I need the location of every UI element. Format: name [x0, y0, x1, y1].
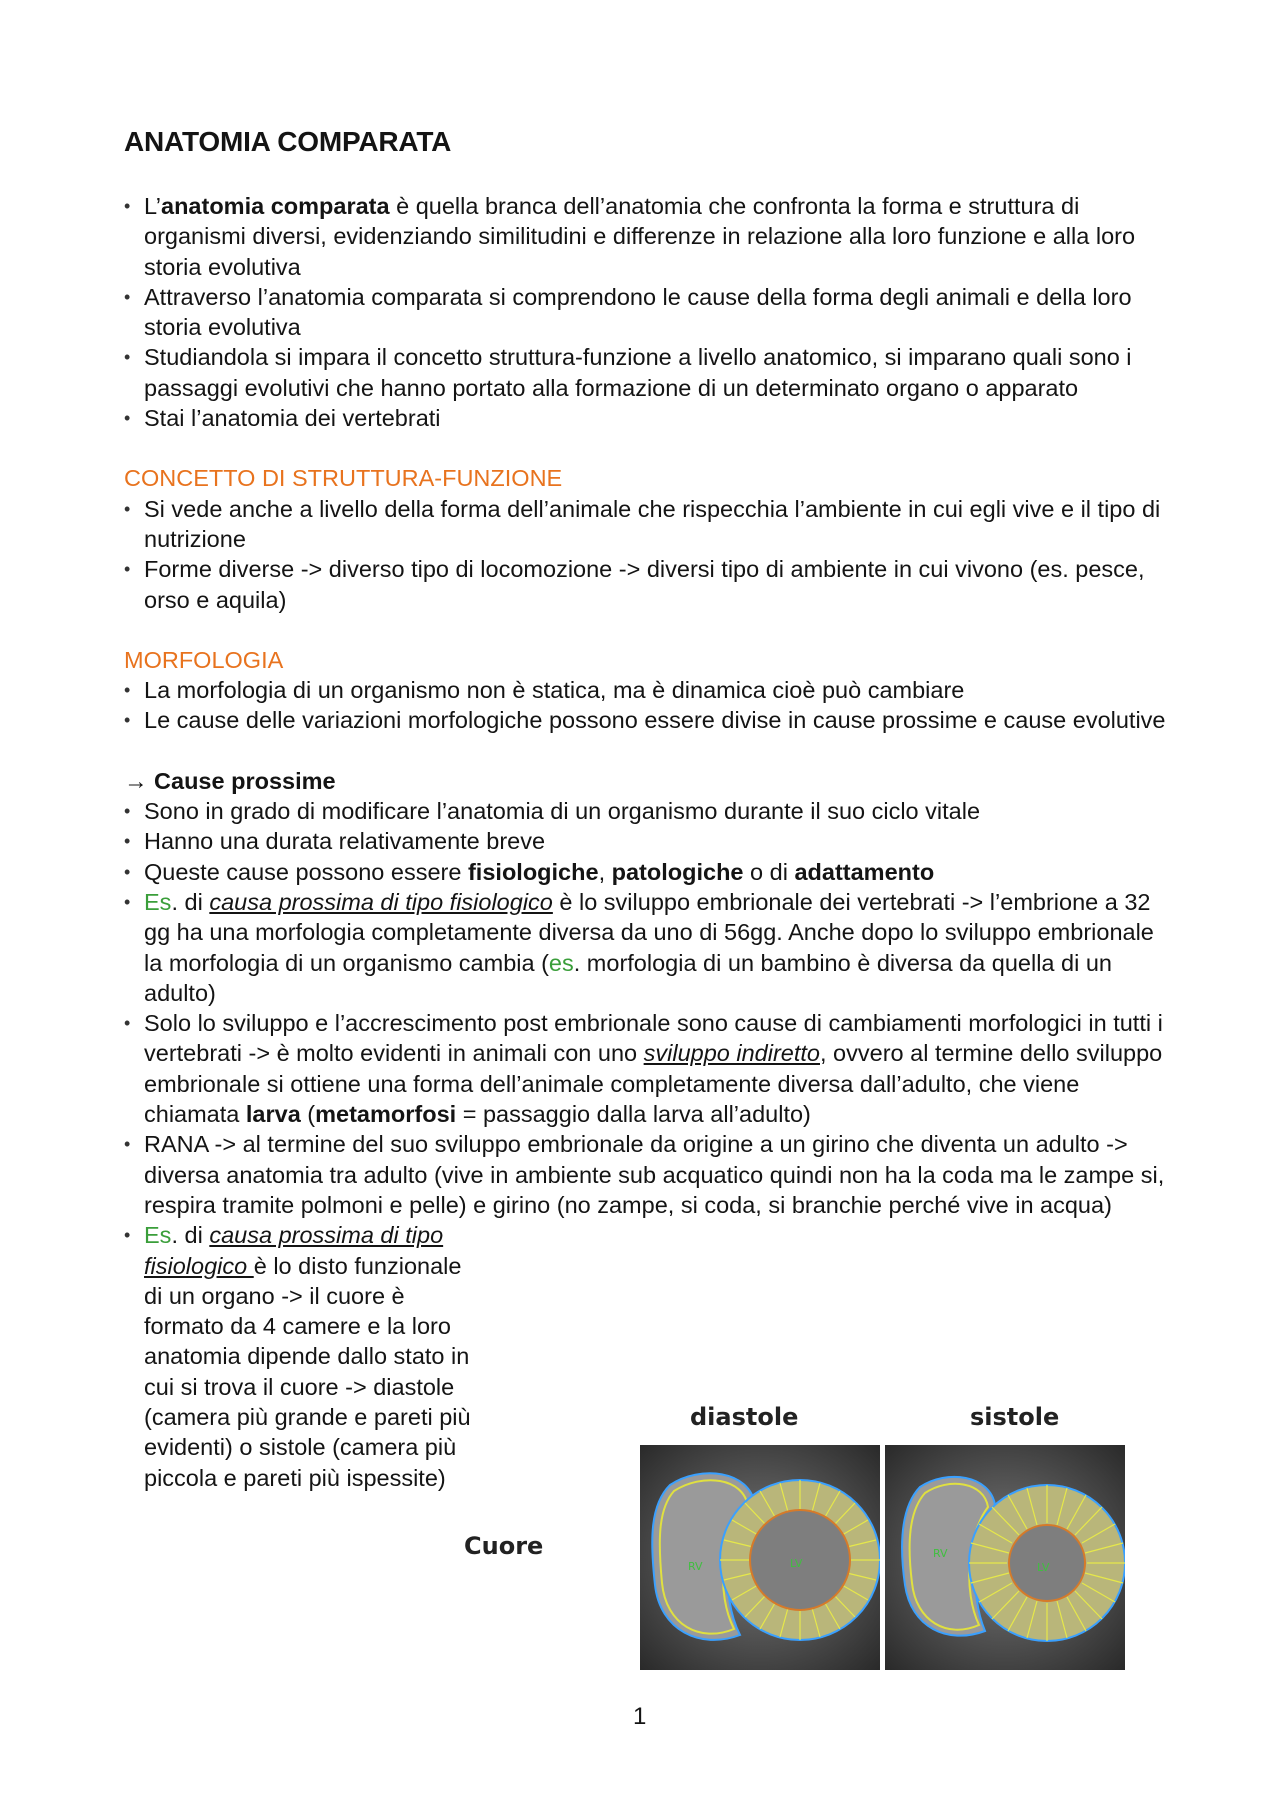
- list-item: • Es. di causa prossima di tipo fisiologico è lo disto funzionale di un organo -> il cuore è formato da 4 camere e la loro anatomia dipende dallo stato in cui si trova il cuore -> diastole (camera più grande e pareti più evidenti) o sistole (camera più piccola e pareti più ispessite): [124, 1220, 484, 1493]
- list-item: • Studiandola si impara il concetto struttura-funzione a livello anatomico, si imparano quali sono i passaggi evolutivi che hanno portato alla formazione di un determinato organo o apparato: [124, 342, 1174, 403]
- figure-label-diastole: diastole: [690, 1403, 799, 1431]
- mri-diastole-svg: [640, 1445, 880, 1670]
- mri-sistole-svg: [885, 1445, 1125, 1670]
- rv-label: RV: [933, 1547, 948, 1560]
- figure-label-cuore: Cuore: [464, 1532, 544, 1560]
- lv-label: LV: [790, 1557, 803, 1570]
- list-item: • RANA -> al termine del suo sviluppo embrionale da origine a un girino che diventa un adulto -> diversa anatomia tra adulto (vive in ambiente sub acquatico quindi non ha la coda ma le zampe si, respira tramite polmoni e pelle) e girino (no zampe, si coda, si branchie perché vive in acqua): [124, 1129, 1174, 1220]
- subsection-heading: → Cause prossime: [124, 767, 336, 794]
- list-item: • Solo lo sviluppo e l’accrescimento post embrionale sono cause di cambiamenti morfologici in tutti i vertebrati -> è molto evidenti in animali con uno sviluppo indiretto, ovvero al termine dello sviluppo embrionale si ottiene una forma dell’animale completamente diversa dall’adulto, che viene chiamata larva (metamorfosi = passaggio dalla larva all’adulto): [124, 1008, 1174, 1129]
- list-item: • Le cause delle variazioni morfologiche possono essere divise in cause prossime e cause evolutive: [124, 705, 1174, 735]
- section-cause-prossime: [124, 766, 1174, 1493]
- section-heading: MORFOLOGIA: [124, 646, 284, 673]
- heart-figure: [464, 1395, 1180, 1695]
- lv-label: LV: [1037, 1561, 1050, 1574]
- list-item: • Queste cause possono essere fisiologiche, patologiche o di adattamento: [124, 857, 1174, 887]
- list-item: • Si vede anche a livello della forma dell’animale che rispecchia l’ambiente in cui egli vive e il tipo di nutrizione: [124, 494, 1174, 555]
- list-item: • Es. di causa prossima di tipo fisiologico è lo sviluppo embrionale dei vertebrati -> l’embrione a 32 gg ha una morfologia completamente diversa da uno di 56gg. Anche dopo lo sviluppo embrionale la morfologia di un organismo cambia (es. morfologia di un bambino è diversa da quella di un adulto): [124, 887, 1174, 1008]
- page-number: 1: [633, 1703, 647, 1730]
- document-content: [124, 124, 1174, 1493]
- document-title: ANATOMIA COMPARATA: [124, 126, 452, 157]
- list-item: • Hanno una durata relativamente breve: [124, 826, 1174, 856]
- section-morfologia: [124, 645, 1174, 736]
- mri-image-sistole: [885, 1445, 1125, 1670]
- list-item: • Stai l’anatomia dei vertebrati: [124, 403, 1174, 433]
- mri-image-diastole: [640, 1445, 880, 1670]
- section-struttura: [124, 463, 1174, 614]
- figure-label-sistole: sistole: [970, 1403, 1060, 1431]
- intro-list: [124, 191, 1174, 433]
- list-item: • Forme diverse -> diverso tipo di locomozione -> diversi tipo di ambiente in cui vivono (es. pesce, orso e aquila): [124, 554, 1174, 615]
- list-item: • L’anatomia comparata è quella branca dell’anatomia che confronta la forma e struttura di organismi diversi, evidenziando similitudini e differenze in relazione alla loro funzione e alla loro storia evolutiva: [124, 191, 1174, 282]
- list-item: • Sono in grado di modificare l’anatomia di un organismo durante il suo ciclo vitale: [124, 796, 1174, 826]
- section-heading: CONCETTO DI STRUTTURA-FUNZIONE: [124, 465, 563, 492]
- rv-label: RV: [688, 1560, 703, 1573]
- list-item: • Attraverso l’anatomia comparata si comprendono le cause della forma degli animali e della loro storia evolutiva: [124, 282, 1174, 343]
- list-item: • La morfologia di un organismo non è statica, ma è dinamica cioè può cambiare: [124, 675, 1174, 705]
